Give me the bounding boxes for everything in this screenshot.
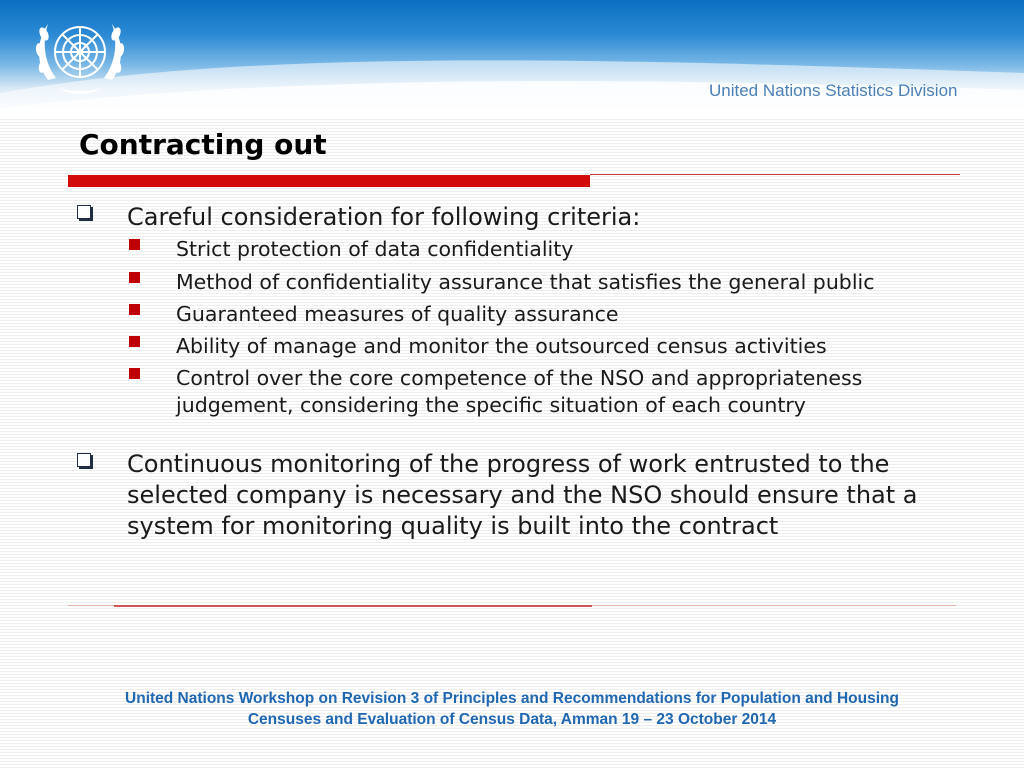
square-bullet-icon (129, 304, 140, 315)
bullet-text: Continuous monitoring of the progress of work entrusted to the (127, 450, 890, 478)
checkbox-bullet-icon (77, 453, 91, 467)
square-bullet-icon (129, 272, 140, 283)
bullet-text: Careful consideration for following criteria: (127, 203, 641, 231)
title-rule-thick (68, 175, 590, 187)
footer-line-1: United Nations Workshop on Revision 3 of Principles and Recommendations for Population and Housing (125, 690, 899, 707)
footer-line-2: Censuses and Evaluation of Census Data, Amman 19 – 23 October 2014 (247, 711, 777, 728)
square-bullet-icon (129, 336, 140, 347)
sub-bullet-text: Ability of manage and monitor the outsourced census activities (176, 334, 827, 358)
sub-bullet-text: Method of confidentiality assurance that satisfies the general public (176, 270, 875, 294)
square-bullet-icon (129, 239, 140, 250)
sub-bullet-text: Control over the core competence of the NSO and appropriateness (176, 366, 863, 390)
sub-bullet-text: Strict protection of data confidentiality (176, 237, 574, 261)
bullet-text-continued: selected company is necessary and the NSO should ensure that a (127, 481, 918, 509)
square-bullet-icon (129, 368, 140, 379)
un-emblem-icon (28, 10, 132, 102)
header-swoosh (0, 38, 1024, 118)
division-name: United Nations Statistics Division (709, 81, 958, 100)
checkbox-bullet-icon (77, 205, 91, 219)
bullet-text-continued: system for monitoring quality is built into the contract (127, 512, 779, 540)
header-banner (0, 0, 1024, 118)
footer-rule-accent (114, 605, 592, 607)
sub-bullet-text: Guaranteed measures of quality assurance (176, 302, 619, 326)
slide-title: Contracting out (79, 128, 327, 161)
sub-bullet-text-continued: judgement, considering the specific situation of each country (176, 393, 806, 417)
title-rule-thin (590, 174, 960, 175)
